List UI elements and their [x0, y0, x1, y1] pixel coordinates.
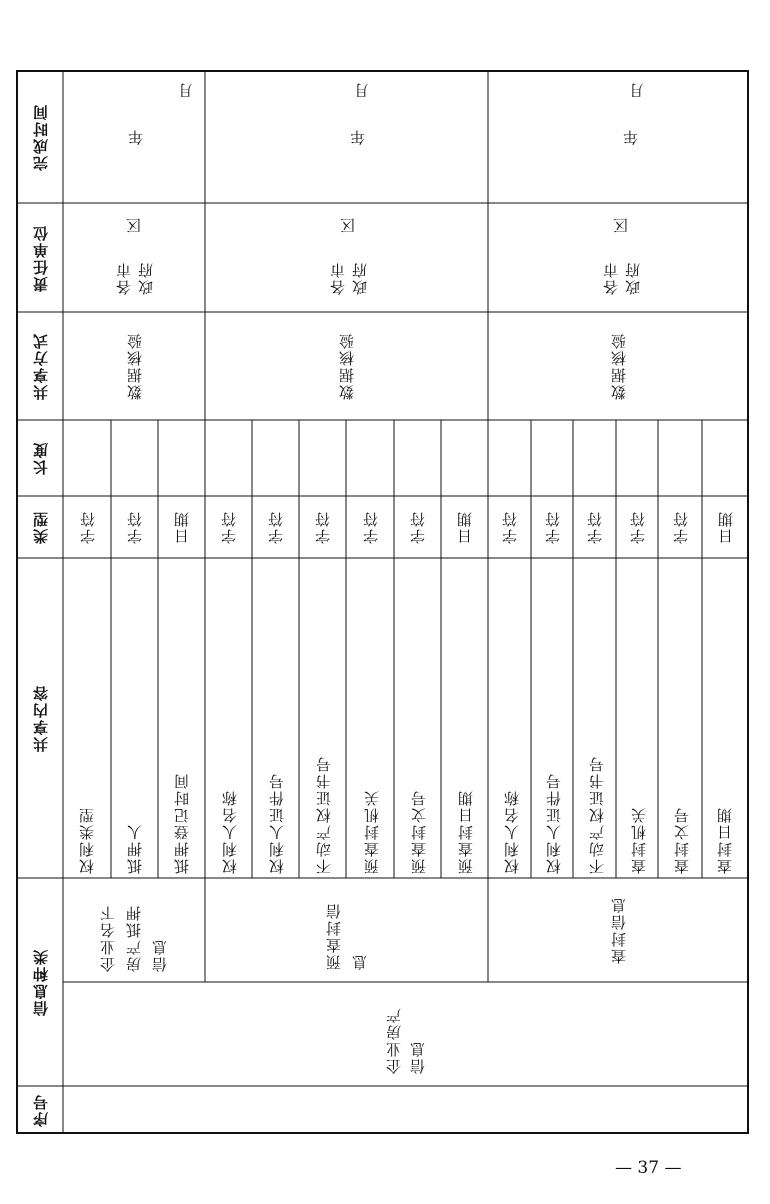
- group1-method-text: 数据核验: [125, 332, 144, 400]
- type-text: 日期: [173, 510, 191, 544]
- table-row-content: 抵押人: [126, 823, 144, 874]
- header-type: [17, 496, 63, 558]
- table-row-type: [158, 496, 205, 558]
- table-row-content: 权利类型: [78, 806, 96, 874]
- type-text: 字符: [501, 510, 519, 544]
- group2-time-month: 月: [353, 81, 371, 98]
- table-row-type: [441, 496, 488, 558]
- type-text: 字符: [586, 510, 604, 544]
- type-text: 字符: [409, 510, 427, 544]
- group3-unit-line2: 政府: [624, 261, 642, 295]
- header-length: [17, 420, 63, 496]
- header-category-text: 信息种类: [31, 948, 50, 1016]
- header-content-text: 共享内容: [31, 684, 50, 752]
- group3-subcategory-text: 查封信息: [609, 896, 628, 964]
- table-row-type: [531, 496, 573, 558]
- header-category: [17, 878, 63, 1086]
- table-row-type: [702, 496, 748, 558]
- group3-subcategory: [488, 878, 748, 982]
- info-sharing-table: [16, 70, 749, 1134]
- table-row-content: 权利人证件号: [268, 772, 286, 874]
- table-row-type: [252, 496, 299, 558]
- type-text: 日期: [456, 510, 474, 544]
- group2-time-year: 年: [349, 128, 367, 145]
- group3-time: [488, 71, 748, 203]
- group2-method: [205, 312, 488, 420]
- header-method: [17, 312, 63, 420]
- table-row-type: [658, 496, 702, 558]
- type-text: 字符: [126, 510, 144, 544]
- group2-unit-line2: 政府: [351, 261, 369, 295]
- table-row-content: 查封日期: [716, 806, 734, 874]
- table-row-type: [488, 496, 531, 558]
- table-row-type: [394, 496, 441, 558]
- group2-subcategory-text: 预查封信息: [324, 902, 369, 970]
- table-row-type: [63, 496, 111, 558]
- header-length-text: 长度: [31, 441, 50, 475]
- type-text: 字符: [361, 510, 380, 544]
- header-seq-text: 序号: [31, 1092, 50, 1127]
- group1-method: [63, 312, 205, 420]
- table-row-content: 权利人名称: [503, 789, 521, 874]
- group1-time: [63, 71, 205, 203]
- type-text: 字符: [628, 510, 647, 544]
- table-row-type: [616, 496, 658, 558]
- table-row-content: 查封文号: [673, 806, 691, 874]
- table-row-type: [111, 496, 158, 558]
- group2-unit-qu: 区: [339, 216, 357, 233]
- group3-unit-line1: 各市: [602, 261, 620, 295]
- group3-method: [488, 312, 748, 420]
- major-category-text: 企业房产信息: [384, 1006, 427, 1074]
- table-row-content: 不动产权证书号: [588, 755, 606, 874]
- group1-unit-line1: 各市: [115, 261, 133, 295]
- group1-unit: [63, 203, 205, 312]
- group2-subcategory: [205, 878, 488, 982]
- type-text: 字符: [543, 510, 562, 544]
- type-text: 字符: [78, 510, 97, 544]
- major-category-cell: [63, 982, 748, 1086]
- table-row-content: 预查封文号: [410, 789, 428, 874]
- group3-unit-qu: 区: [612, 216, 630, 233]
- type-text: 字符: [671, 510, 690, 544]
- table-row-type: [346, 496, 394, 558]
- table-row-content: 预查封日期: [457, 789, 475, 874]
- page-number: — 37 —: [615, 1158, 682, 1178]
- group3-time-month: 月: [628, 81, 646, 98]
- type-text: 字符: [267, 510, 285, 544]
- type-text: 日期: [716, 510, 735, 544]
- group1-unit-qu: 区: [125, 216, 143, 233]
- group1-time-year: 年: [127, 128, 145, 145]
- group2-unit: [205, 203, 488, 312]
- header-unit-text: 责任单位: [31, 223, 50, 292]
- group2-time: [205, 71, 488, 203]
- group1-time-month: 月: [177, 81, 195, 98]
- header-seq: [17, 1086, 63, 1133]
- type-text: 字符: [314, 510, 332, 544]
- header-time-text: 完成时间: [31, 103, 50, 171]
- group1-subcategory: [63, 878, 205, 982]
- table-row-content: 权利人证件号: [545, 772, 563, 874]
- header-method-text: 共享方式: [31, 332, 50, 400]
- header-type-text: 类型: [31, 510, 50, 544]
- type-text: 字符: [220, 510, 238, 544]
- group3-unit: [488, 203, 748, 312]
- header-content: [17, 558, 63, 878]
- group2-method-text: 数据核验: [338, 332, 356, 400]
- table-row-type: [573, 496, 616, 558]
- table-row-content: 查封机关: [630, 806, 648, 874]
- table-row-type: [299, 496, 346, 558]
- table-row-content: 权利人名称: [221, 789, 239, 874]
- group3-time-year: 年: [622, 128, 640, 145]
- header-unit: [17, 203, 63, 312]
- group2-unit-line1: 各市: [329, 261, 347, 295]
- header-time: [17, 71, 63, 203]
- table-row-content: 预查封机关: [363, 789, 381, 874]
- group1-subcategory-text: 企业名下房产抵押信息: [99, 904, 169, 972]
- group1-unit-line2: 政府: [137, 261, 155, 295]
- group3-method-text: 数据核验: [609, 332, 628, 400]
- table-row-content: 不动产权证书号: [315, 755, 333, 874]
- table-row-type: [205, 496, 252, 558]
- table-row-content: 抵押登记时间: [173, 772, 191, 874]
